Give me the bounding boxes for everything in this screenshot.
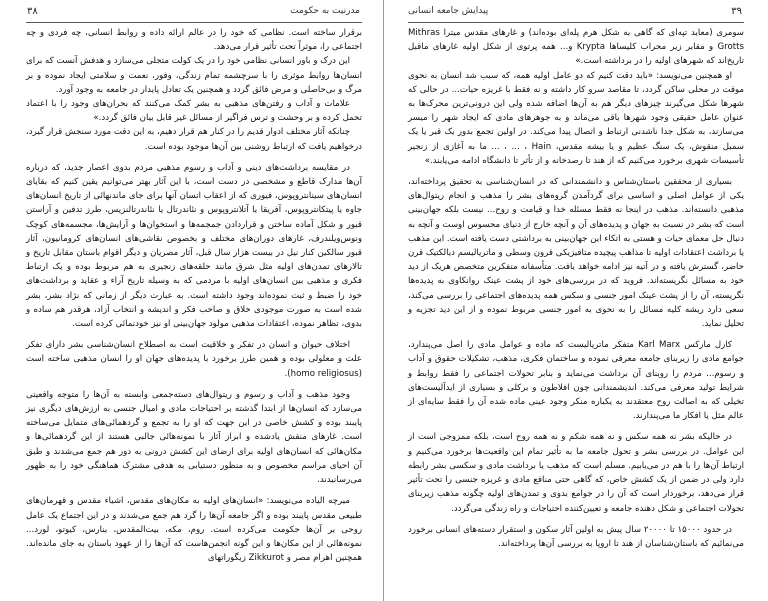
paragraph: علامات و آداب و رفتن‌های مذهبی به بشر کمک می‌کنند که بحران‌های وجود را با اعتماد تحمل کرده و بر وحشت و ترس فراگیر از مسائل غیر قابل بیان فائق گردد.» — [26, 99, 362, 124]
left-page-body — [26, 26, 362, 565]
paragraph: این درک و باور انسانی نظامی خود را در یک کولت متجلی می‌سازد و هدفش آنست که برای انسان‌ها روابط موثری را با سرچشمه تمام زندگی، وفور، نعمت و سلامتی ایجاد نموده و بر مرگ و بی‌حاصلی و مرض فائق گردد و همچنین یک تعادل پایدار در جامعه به وجود آورد. — [26, 56, 362, 95]
running-title-right: پیدایش جامعه انسانی — [408, 6, 489, 16]
paragraph: اختلاف حیوان و انسان در تفکر و خلاقیت است به اصطلاح انسان‌شناسی بشر دارای تفکر علت و معلولی بوده و همین طرز برخورد با پدیده‌های جهان او را انسان مذهبی ساخته است (homo religiosus). — [26, 340, 362, 379]
paragraph: در حالیکه بشر نه همه سکس و نه همه شکم و نه همه روح است، بلکه ممزوجی است از این عوامل. در بررسی بشر و تحول جامعه ما به تأثیر تمام این واقعیت‌ها برخورد می‌کنیم و ارتباط آن‌ها را با هم در می‌یابیم. مسلم است که مذهب یا برداشت مادی و سکسی بشر رابطه دارد ولی در ضمن از یک کشش خاص، که گاهی حتی منافع مادی و غریزه جنسی را تحت تأثیر قرار می‌دهد، برخوردار است که آن را در جوامع بدوی و تمدن‌های اولیه چگونه مذهب زیربنای تحولات اجتماعی و شکل دهنده جامعه و تعیین‌کننده احتیاجات و راه زندگی می‌گردد. — [408, 432, 744, 514]
paragraph: برقرار ساخته است. نظامی که خود را در عالم ارائه داده و روابط انسانی، چه فردی و چه اجتماعی را، موثراً تحت تأثیر قرار می‌دهد. — [26, 28, 362, 53]
page-number-left: ۳۸ — [27, 6, 38, 17]
paragraph: در مقایسه برداشت‌های دینی و آداب و رسوم مذهبی مردم بدوی اعصار جدید، که درباره آن‌ها مدارک قاطع و مشخصی در دست است، با این آثار بهتر می‌توانیم یقین کنیم که بقایای انسان‌های سینانتروپوس، فیوری که از اعقاب انسان آنها برای جای ماندنهائی از تاریخ انسان‌های جاوه یا پیتکانتروپوس، آفریقا یا آتلانتروپوس و نئاندرتال یا نئاندرتالنزیس، طرز تدفین و آراستن قبور و شکل آماده ساختن و قراردادن جمجمه‌ها و استخوان‌ها و آرایش‌ها، مجسمه‌های کوچک ونوس‌ویلندرف، غارهای دوران‌های مختلف و بخصوص نقاشی‌های انسان‌های کرومانیون، آثار قبور سالکین کنار نیل در بیست هزار سال قبل، آثار مصریان و دیگر اقوام باستان مقابل تاریخ و تالارهای تمدن‌های اولیه مثل شرق مانند حلقه‌های زنجیری به هم مربوط بوده و یک ارتباط فکری و مذهبی بین انسان‌های اولیه با مردمی که به وسیله تاریخ آراء و عقاید و برداشت‌های خود را ضبط و ثبت نموده‌اند وجود داشته است. به عبارت دیگر از زمانی که نژاد بشر، بشر شده است به صورت موجودی خلاق و صاحب فکر و اندیشه و انتخاب آزاد، هرقدر هم ساده و بدوی، تظاهر نموده، اعتقادات مذهبی مولود جهان‌بینی او نیز خودنمائی کرده است. — [26, 162, 362, 330]
paragraph: کارل مارکس Karl Marx متفکر ماتریالیست که ماده و عوامل مادی را اصل می‌پندارد، جوامع مادی را زیربنای جامعه معرفی نموده و ساختمان فکری، مذهب، تشکیلات حقوق و آداب و رسوم... مردم را روبنای آن برداشت می‌نماید و بنابر تحولات اجتماعی را فقط روابط و شرایط تولید معرفی می‌کند. اندیشمندانی چون افلاطون و برکلی و بسیاری از ایدآلیست‌های تخیلی که به اصالت روح معتقدند به یکباره منکر وجود عینی ماده شده آن را فقط سایه‌ای از عالم مثل یا افکار ما می‌پندارند. — [408, 340, 744, 422]
paragraph: بسیاری از محققین باستان‌شناس و دانشمندانی که در انسان‌شناسی به تحقیق پرداخته‌اند، یکی از عوامل اصلی و اساسی برای گردآمدن گروه‌های بشر را مذهب و انجام ریتوال‌های مذهبی دانسته‌اند. مذهب در اینجا نه فقط مسئله خدا و قیامت و روح... نیست بلکه جهان‌بینی است که بشر در نسبت به جهان و پدیده‌های آن و آنچه خارج از دنیای محسوس اوست و آنچه به دنبال حل معمای حیات و هستی به اتکاء این جهان‌بینی به برداشتی دست یافته است. این مذهب یا برداشت اعتقادات اولیه تا مذاهب پیچیده متافیزیکی قرون وسطی و ماتریالیسم دیالکتیک قرن حاضر، گسترش یافته و در آتیه نیز ادامه خواهد یافت. متأسفانه متفکرین متخصص هریک از دید خود به مسائل نگریسته‌اند. فروید که در بررسی‌های خود از پشت عینک روانکاوی به پدیده‌ها نگریسته، آن را از پشت عینک امور جنسی و سکس همه پدیده‌های اجتماعی را بررسی می‌کند، سعی دارد ریشه کلیه مسائل را به نحوی به امور جنسی مربوط نموده و از این دید تجزیه و تحلیل نماید. — [408, 177, 744, 330]
paragraph: چنانکه آثار مختلف ادوار قدیم را در کنار هم قرار دهیم، به این دقت مورد سنجش قرار گیرد، درخواهیم یافت که ارتباط روشنی بین آن‌ها موجود بوده است. — [26, 127, 362, 152]
running-title-left: مدرنیت به حکومت — [290, 6, 360, 16]
header-rule-right — [408, 22, 744, 23]
page-number-right: ۳۹ — [731, 6, 742, 17]
right-page — [384, 0, 768, 601]
paragraph: سومری (معابد تپه‌ای که گاهی به شکل هرم پله‌ای بوده‌اند) و غارهای مقدس میترا Mithras Grotts و مقابر زیر محراب کلیساها Krypta و... همه پرتوی از شکل اولیه غارهای ماقبل تاریخ‌اند که شهرهای اولیه را در برداشته است.» — [408, 28, 744, 67]
header-rule-left — [26, 22, 362, 23]
paragraph: او همچنین می‌نویسد: «باید دقت کنیم که دو عامل اولیه همه، که سبب شد انسان به نحوی موقت در محلی ساکن گردد، تا مقاصد سرو کار داشته و نه فقط با غریزه حیات... در حالی که شهرها شکل می‌گیرند چیزهای دیگر هم به آن‌ها اضافه شده ولی این درونی‌ترین محرک‌ها به عنوان عامل حقیقی وجود شهرها باقی می‌ماند و به جوهرهای مادی که ایجاد شهر را میسر می‌سازند، به شکل جدا ناشدنی ارتباط و اتصال پیدا می‌کند. در اولین تجمع بدور یک قبر یا یک سمبل منقوش، یک سنگ عظیم و یا بیشه مقدس، Hain ، ... ، ... ما به آغازی از زنجیر تأسیسات شهری برخورد می‌کنیم که از هند تا رصدخانه و از تأثر تا دانشگاه ادامه می‌یابند.» — [408, 70, 744, 166]
paragraph: وجود مذهب و آداب و رسوم و ریتوال‌های دسته‌جمعی وابسته به آن‌ها را متوجه واقعیتی می‌سازد که انسان‌ها از ابتدا گذشته بر احتیاجات مادی و امیال جنسی به ارزش‌های دیگری نیز پایبند بوده و کشش خاصی در این جهت که او را به تجمع و گردهمائی‌های متمایل می‌ساخته است. غارهای منقش یادشده و ابراز آثار با نمونه‌هائی جالبی هستند از این گردهمائی‌ها و مکان‌هائی که انسان‌های اولیه برای ارضای این کشش درونی به دور هم جمع می‌شدند و طبق آن احیای مراسم مخصوص و به منظور دستیابی به هدفی مشترک هماهنگی خود را به ظهور می‌رسانیدند. — [26, 389, 362, 486]
paragraph: میرچه الیاده می‌نویسد: «انسان‌های اولیه به مکان‌های مقدس، اشیاء مقدس و قهرمان‌های طبیعی مقدس پایبند بوده و اگر جامعه آن‌ها را گرد هم جمع می‌شدند و در این اجتماع یک عامل روحی بر آن‌ها حکومت می‌کرده است. روم، مکه، بیت‌المقدس، بنارس، کیوتو، لورد... نمونه‌هائی از این مکان‌ها و این گونه انجمن‌هاست که آن‌ها را از عهود باستان به جای مانده‌اند. همچنین اهرام مصر و Zikkurot زیگوراتهای — [26, 496, 362, 564]
paragraph: در حدود ۱۵۰۰۰ تا ۲۰۰۰۰ سال پیش به اولین آثار سکون و استقرار دسته‌های انسانی برخورد می‌نمائیم که باستان‌شناسان از هند تا اروپا به بررسی آن‌ها پرداخته‌اند. — [408, 524, 744, 549]
right-page-body — [408, 26, 744, 551]
